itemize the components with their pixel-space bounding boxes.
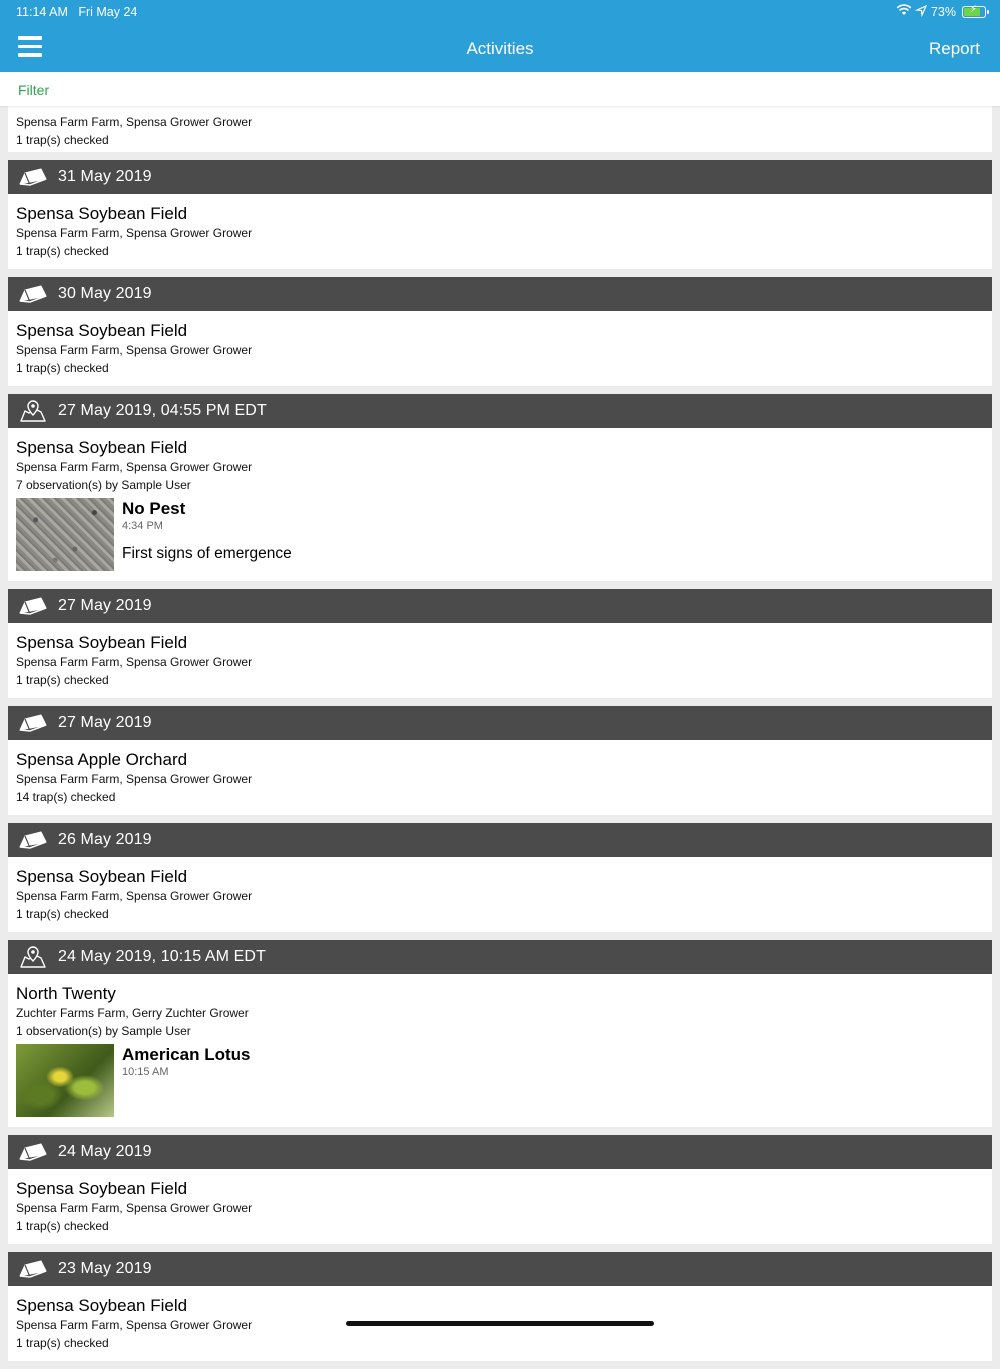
activity-card-body [8,428,992,581]
activity-card[interactable] [8,706,992,815]
location-icon [916,5,927,19]
activity-card[interactable] [8,940,992,1127]
activity-summary: 7 observation(s) by Sample User [16,478,191,492]
activity-card-header [8,277,992,311]
battery-icon: ⚡ [962,6,986,18]
observation-item[interactable] [16,498,984,572]
activity-card-body [8,740,992,815]
trap-icon [18,282,48,306]
activity-card-header [8,823,992,857]
trap-icon [18,828,48,852]
activity-card-header [8,589,992,623]
observation-info [122,1044,250,1117]
activity-card-header [8,394,992,428]
activity-summary: 1 trap(s) checked [16,361,109,375]
filter-button[interactable]: Filter [18,82,50,98]
page-title: Activities [466,39,534,58]
home-indicator [346,1321,654,1326]
farm-grower: Spensa Farm Farm, Spensa Grower Grower [16,115,253,129]
activity-date: 24 May 2019, 10:15 AM EDT [58,948,266,965]
activity-summary: 1 trap(s) checked [16,244,109,258]
activity-date: 30 May 2019 [58,285,152,302]
activity-card-header [8,1135,992,1169]
activity-card-header [8,1252,992,1286]
farm-grower: Spensa Farm Farm, Spensa Grower Grower [16,655,253,669]
status-indicators [896,4,986,19]
activity-date: 23 May 2019 [58,1260,152,1277]
observation-name: No Pest [122,499,186,518]
trap-icon [18,165,48,189]
farm-grower: Spensa Farm Farm, Spensa Grower Grower [16,772,253,786]
farm-grower: Zuchter Farms Farm, Gerry Zuchter Grower [16,1006,249,1020]
activity-card[interactable] [8,823,992,932]
observation-photo[interactable] [16,1044,114,1117]
activity-card[interactable] [8,160,992,269]
field-name: North Twenty [16,984,116,1003]
observation-time: 4:34 PM [122,520,163,532]
observation-info [122,498,292,571]
trap-icon [18,594,48,618]
status-bar [0,0,1000,24]
activity-card-header [8,706,992,740]
observation-item[interactable] [16,1044,984,1118]
field-name: Spensa Soybean Field [16,1296,188,1315]
activity-summary: 1 trap(s) checked [16,673,109,687]
filter-bar [0,72,1000,106]
activity-date: 31 May 2019 [58,168,152,185]
activity-date: 27 May 2019 [58,597,152,614]
field-name: Spensa Apple Orchard [16,750,188,769]
activity-summary: 14 trap(s) checked [16,790,116,804]
field-name: Spensa Soybean Field [16,438,188,457]
farm-grower: Spensa Farm Farm, Spensa Grower Grower [16,889,253,903]
observation-photo[interactable] [16,498,114,571]
observation-time: 10:15 AM [122,1066,169,1078]
field-name: Spensa Soybean Field [16,321,188,340]
activity-card[interactable] [8,589,992,698]
activity-date: 27 May 2019 [58,714,152,731]
trap-icon [18,1140,48,1164]
activity-summary: 1 trap(s) checked [16,1219,109,1233]
activity-card[interactable] [8,394,992,581]
farm-grower: Spensa Farm Farm, Spensa Grower Grower [16,460,253,474]
farm-grower: Spensa Farm Farm, Spensa Grower Grower [16,1318,253,1332]
wifi-icon [896,4,912,19]
trap-icon [18,1257,48,1281]
trap-icon [18,711,48,735]
activity-card-body [8,974,992,1127]
activity-list[interactable] [8,98,992,1369]
activity-card[interactable] [8,1252,992,1361]
activity-card-body [8,857,992,932]
activity-card-header [8,940,992,974]
field-name: Spensa Soybean Field [16,867,188,886]
observation-name: American Lotus [122,1045,251,1064]
nav-bar [0,24,1000,72]
farm-grower: Spensa Farm Farm, Spensa Grower Grower [16,343,253,357]
report-button[interactable]: Report [928,39,980,58]
activity-card-body [8,623,992,698]
farm-grower: Spensa Farm Farm, Spensa Grower Grower [16,1201,253,1215]
activity-card[interactable] [8,277,992,386]
status-time: 11:14 AM Fri May 24 [16,5,138,19]
activity-date: 27 May 2019, 04:55 PM EDT [58,402,267,419]
scouting-map-icon [18,945,48,969]
activity-summary: 1 trap(s) checked [16,907,109,921]
activity-summary: 1 observation(s) by Sample User [16,1024,191,1038]
activity-summary: 1 trap(s) checked [16,1336,109,1350]
activity-card-header [8,160,992,194]
activity-summary: 1 trap(s) checked [16,133,109,147]
field-name: Spensa Soybean Field [16,204,188,223]
activity-card-body [8,311,992,386]
activity-date: 26 May 2019 [58,831,152,848]
activity-date: 24 May 2019 [58,1143,152,1160]
field-name: Spensa Soybean Field [16,633,188,652]
observation-note: First signs of emergence [122,545,292,562]
field-name: Spensa Soybean Field [16,1179,188,1198]
activity-card[interactable] [8,1135,992,1244]
battery-percent: 73% [930,4,956,19]
activity-card-body [8,1169,992,1244]
activity-card-body [8,194,992,269]
scouting-map-icon [18,399,48,423]
activity-card-partial[interactable] [8,98,992,152]
farm-grower: Spensa Farm Farm, Spensa Grower Grower [16,226,253,240]
